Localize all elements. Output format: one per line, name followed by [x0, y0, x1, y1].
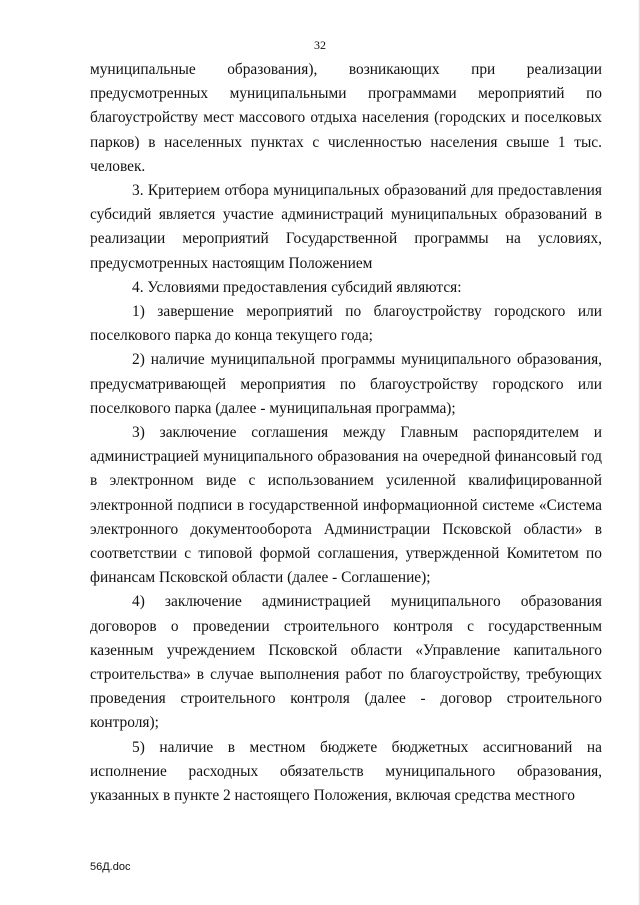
page-number: 32 [314, 38, 326, 52]
document-body [90, 58, 602, 808]
list-item-1: 1) завершение мероприятий по благоустройству городского или поселкового парка до конца текущего года; [90, 303, 602, 345]
list-item-2: 2) наличие муниципальной программы муниципального образования, предусматривающей мероприятия по благоустройству городского или поселкового парка (далее - муниципальная программа); [90, 351, 602, 417]
paragraph-item-3: 3. Критерием отбора муниципальных образований для предоставления субсидий является участие администраций муниципальных образований в реализации мероприятий Государственной программы на условиях, предусмотренных настоящим Положением [90, 182, 602, 272]
file-name-footer: 56Д.doc [90, 861, 131, 873]
list-item-4: 4) заключение администрацией муниципального образования договоров о проведении строительного контроля с государственным казенным учреждением Псковской области «Управление капитального строительства» в случае выполнения работ по благоустройству, требующих проведения строительного контроля (далее - договор строительного контроля); [90, 593, 602, 732]
list-item-3: 3) заключение соглашения между Главным распорядителем и администрацией муниципального образования на очередной финансовый год в электронном виде с использованием усиленной квалифицированной электронной подписи в государственной информационной системе «Система электронного документооборота Администрации Псковской области» в соответствии с типовой формой соглашения, утвержденной Комитетом по финансам Псковской области (далее - Соглашение); [90, 424, 602, 587]
paragraph-continuation: муниципальные образования), возникающих при реализации предусмотренных муниципальными программами мероприятий по благоустройству мест массового отдыха населения (городских и поселковых парков) в населенных пунктах с численностью населения свыше 1 тыс. человек. [90, 61, 602, 175]
list-item-5: 5) наличие в местном бюджете бюджетных ассигнований на исполнение расходных обязательств муниципального образования, указанных в пункте 2 настоящего Положения, включая средства местного [90, 738, 602, 805]
paragraph-item-4: 4. Условиями предоставления субсидий являются: [132, 278, 462, 296]
